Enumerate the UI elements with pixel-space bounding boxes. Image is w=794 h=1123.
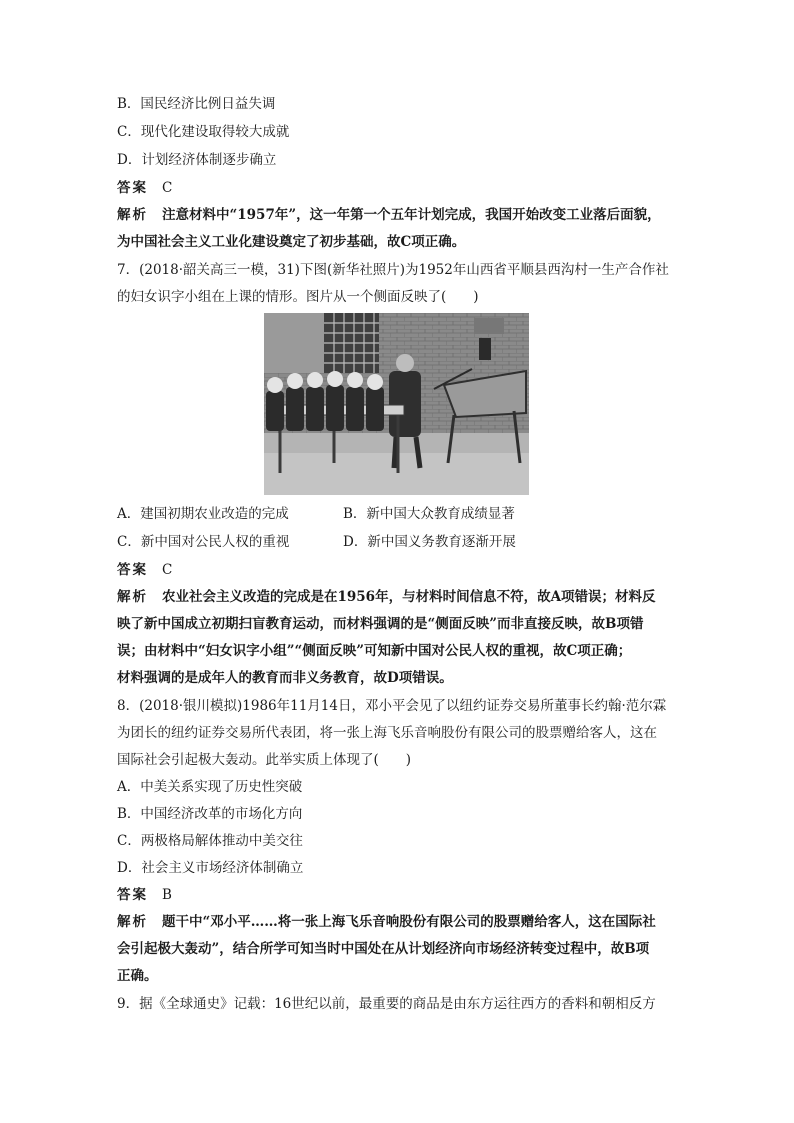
answer-label: 答案: [117, 562, 148, 578]
q8-option-d: D．社会主义市场经济体制确立: [117, 860, 304, 876]
analysis-text: 农业社会主义改造的完成是在1956年，与材料时间信息不符，故A项错误；材料反: [162, 589, 656, 605]
q7-stem-line-2: 的妇女识字小组在上课的情形。图片从一个侧面反映了( ): [117, 289, 479, 305]
q6-option-d: D．计划经济体制逐步确立: [117, 152, 277, 168]
q8-answer: [117, 886, 172, 904]
q8-analysis-line-2: 会引起极大轰动”，结合所学可知当时中国处在从计划经济向市场经济转变过程中，故B项: [117, 941, 650, 957]
q6-option-c: C．现代化建设取得较大成就: [117, 124, 290, 140]
q7-option-a-text: A．建国初期农业改造的完成: [117, 506, 289, 522]
q7-stem-line-1: 7．(2018·韶关高三一模，31)下图(新华社照片)为1952年山西省平顺县西沟村一生产合作社: [117, 262, 669, 278]
q8-stem-line-2: 为团长的纽约证券交易所代表团，将一张上海飞乐音响股份有限公司的股票赠给客人，这在: [117, 725, 657, 741]
answer-label: 答案: [117, 887, 148, 903]
q6-option-b: B．国民经济比例日益失调: [117, 96, 276, 112]
answer-value: C: [162, 562, 173, 578]
analysis-label: 解析: [117, 589, 148, 605]
q8-stem-line-3: 国际社会引起极大轰动。此举实质上体现了( ): [117, 752, 412, 768]
analysis-text: 注意材料中“1957年”，这一年第一个五年计划完成，我国开始改变工业落后面貌，: [162, 207, 661, 223]
q8-stem-line-1: 8．(2018·银川模拟)1986年11月14日，邓小平会见了以纽约证券交易所董事长约翰·范尔霖: [117, 698, 667, 714]
q7-analysis-line-4: 材料强调的是成年人的教育而非义务教育，故D项错误。: [117, 670, 453, 686]
analysis-text: 题干中“邓小平……将一张上海飞乐音响股份有限公司的股票赠给客人，这在国际社: [162, 914, 656, 930]
q8-option-b: B．中国经济改革的市场化方向: [117, 806, 303, 822]
q8-option-c: C．两极格局解体推动中美交往: [117, 833, 303, 849]
q8-analysis-line-3: 正确。: [117, 968, 158, 984]
q7-analysis-line-1: [117, 588, 656, 606]
q8-option-a: A．中美关系实现了历史性突破: [117, 779, 303, 795]
q7-option-c: C．新中国对公民人权的重视: [117, 534, 290, 550]
answer-label: 答案: [117, 180, 148, 196]
q7-analysis-line-3: 误；由材料中“妇女识字小组”“侧面反映”可知新中国对公民人权的重视，故C项正确；: [117, 643, 632, 659]
q8-analysis-line-1: [117, 913, 656, 931]
literacy-class-photo: [264, 313, 529, 495]
q7-option-d: D．新中国义务教育逐渐开展: [343, 534, 516, 550]
analysis-label: 解析: [117, 914, 148, 930]
q6-analysis-line-2: 为中国社会主义工业化建设奠定了初步基础，故C项正确。: [117, 234, 466, 250]
q6-answer: [117, 179, 172, 197]
analysis-label: 解析: [117, 207, 148, 223]
q7-option-a: [117, 505, 289, 523]
answer-value: B: [162, 887, 172, 903]
q7-analysis-line-2: 映了新中国成立初期扫盲教育运动，而材料强调的是“侧面反映”而非直接反映，故B项错: [117, 616, 644, 632]
q7-answer: [117, 561, 172, 579]
q7-option-b: B．新中国大众教育成绩显著: [343, 506, 515, 522]
answer-value: C: [162, 180, 173, 196]
q6-analysis-line-1: [117, 206, 661, 224]
q9-stem-line-1: 9．据《全球通史》记载：16世纪以前，最重要的商品是由东方运往西方的香料和朝相反方: [117, 996, 656, 1012]
